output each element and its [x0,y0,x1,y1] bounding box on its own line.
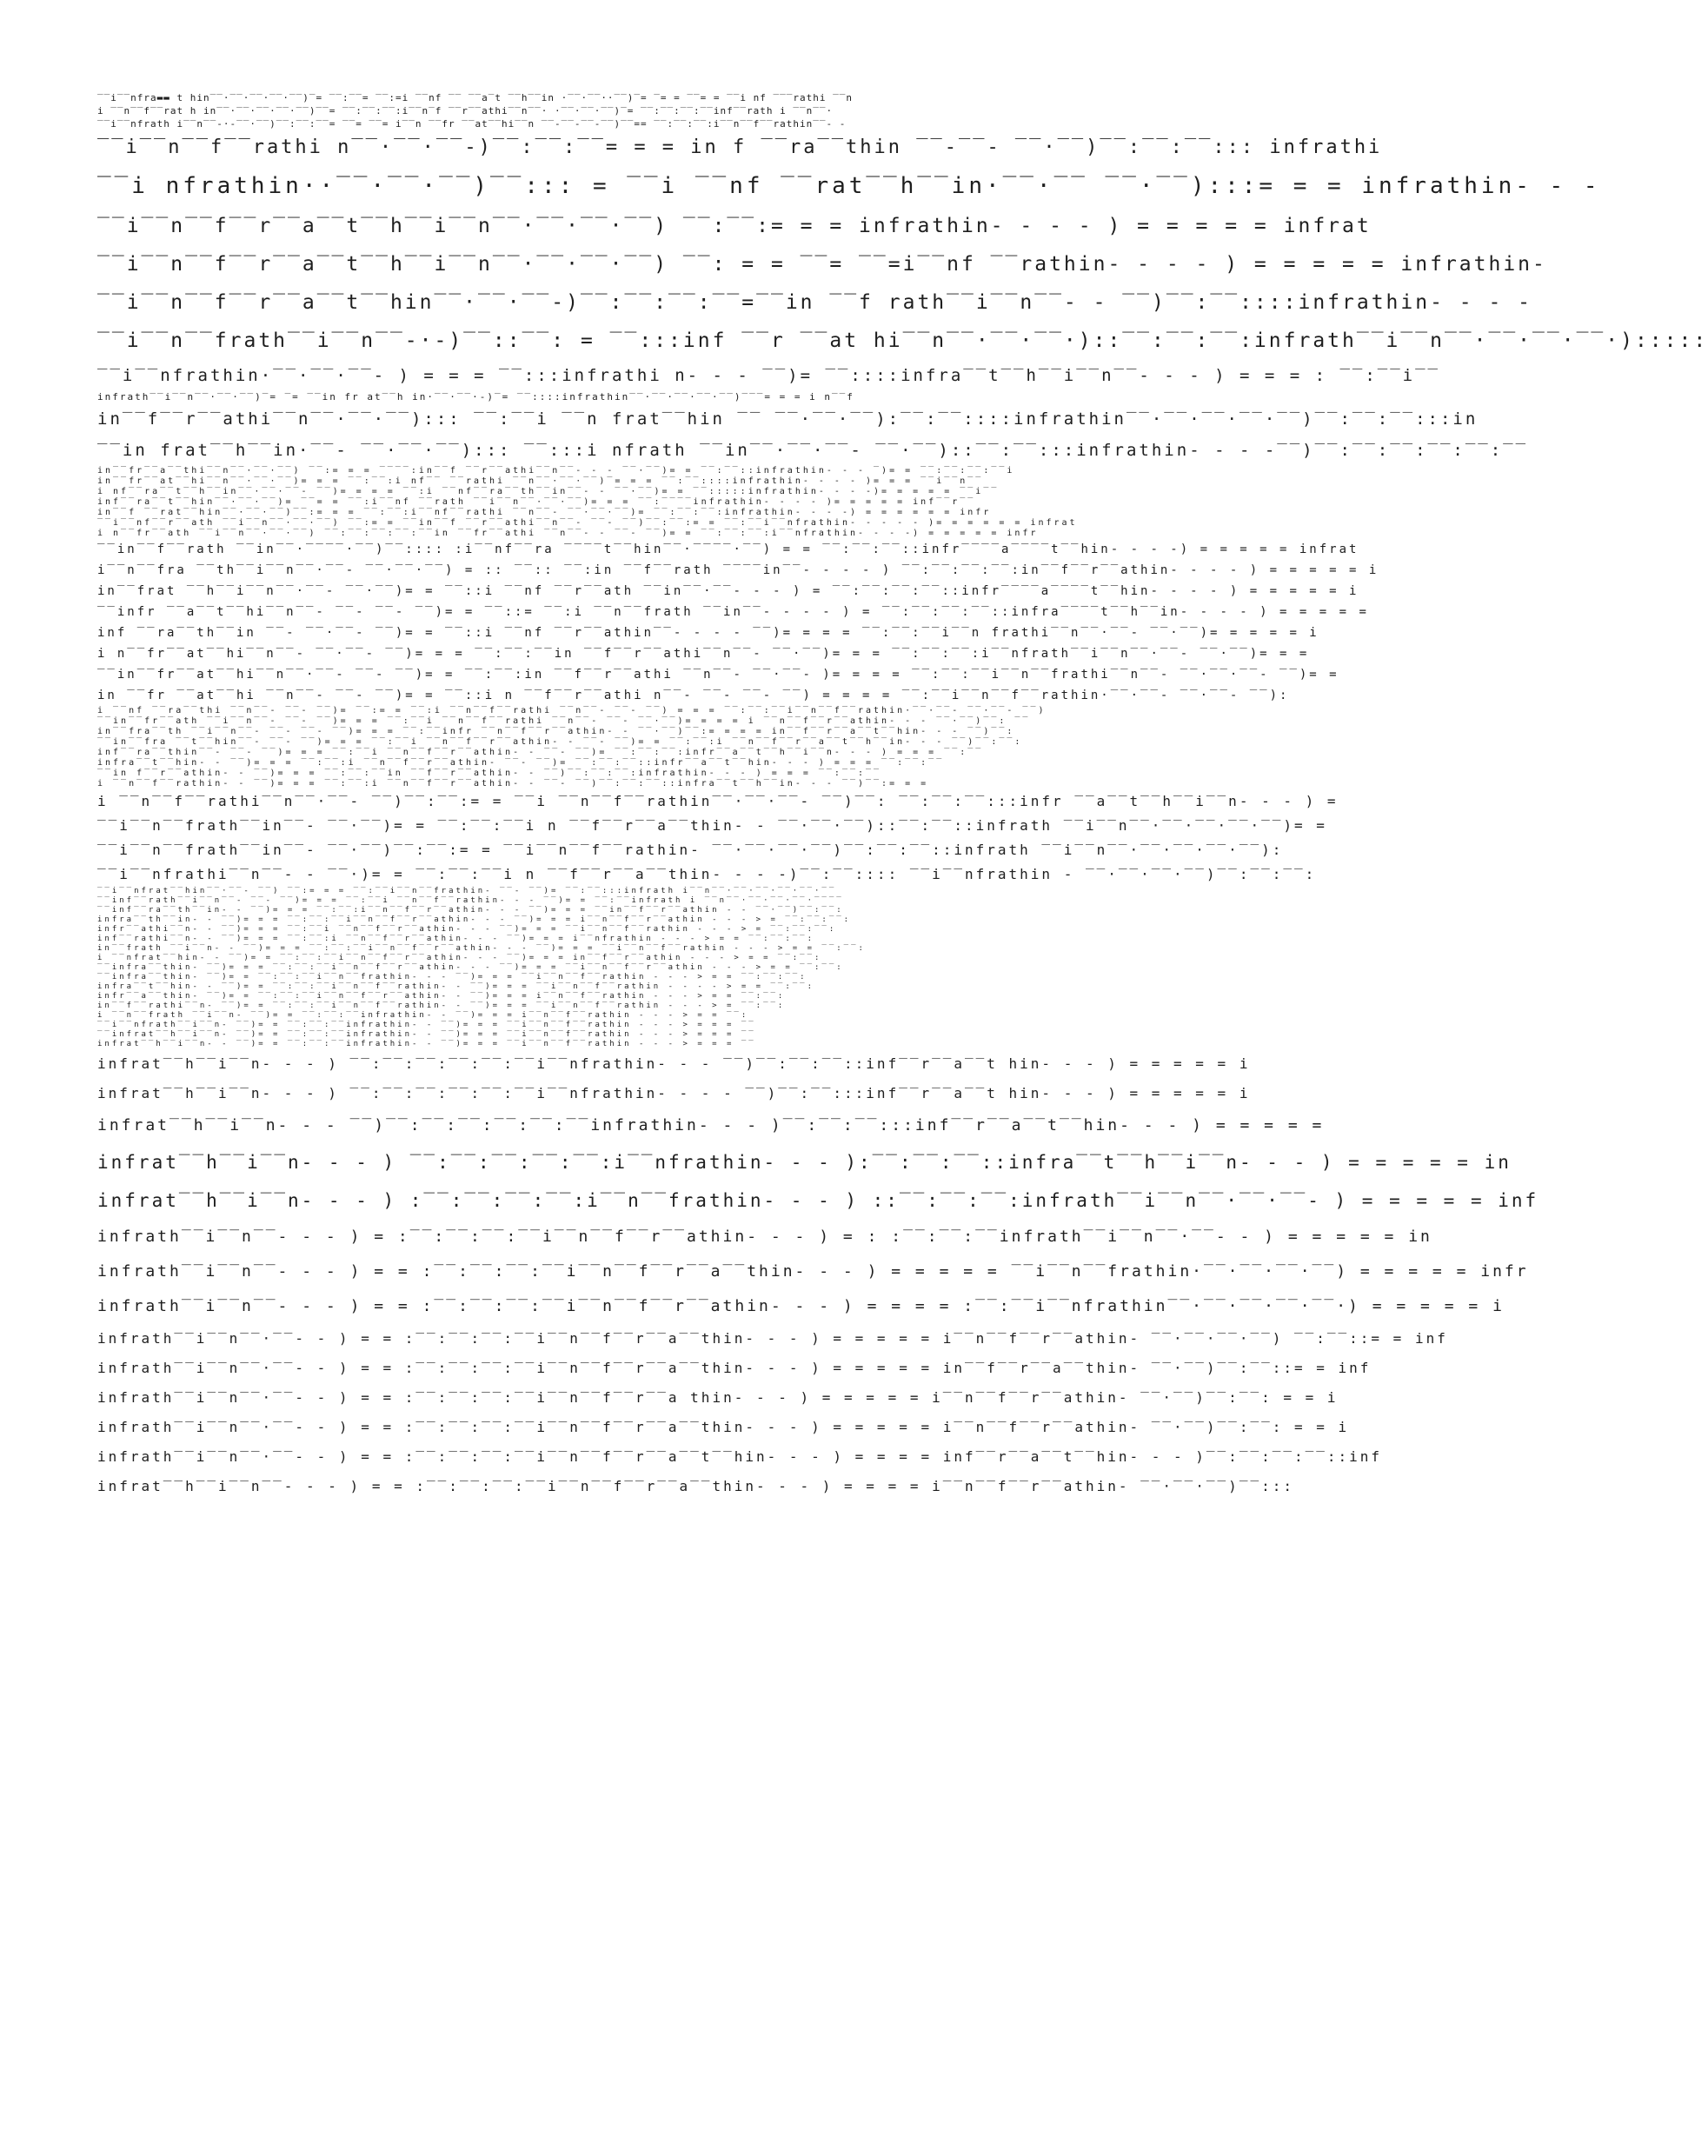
art-line: in‾‾fr‾‾at‾‾hi‾‾n‾‾·‾‾·‾‾)= = = ‾‾:‾‾:i nf‾‾ ‾‾rathi ‾‾n‾‾·‾‾·‾‾)‾= = = ‾‾:‾‾::::infrathin- - - - )= = = ‾‾i‾‾n‾‾ [97,476,984,486]
ascii-art-sheet [97,91,1708,2091]
dense-block-a [97,466,1427,539]
art-line: infrat‾‾h‾‾i‾‾n- - - ) ‾‾:‾‾:‾‾:‾‾:‾‾:i‾‾nfrathin- - - ):‾‾:‾‾:‾‾::infra‾‾t‾‾h‾‾i‾‾n- - - ) = = = = = in [97,1152,1512,1173]
art-line: infra‾‾t‾‾hin- - ‾‾)= = = ‾‾:‾‾:i ‾‾n‾‾f‾‾r‾‾athin- ‾‾- ‾‾)= ‾‾:‾‾:‾‾::infr‾‾a‾‾t‾‾hin- - - ) = = = ‾‾:‾‾:‾‾ [97,758,945,768]
art-line: i n‾‾fr‾‾at‾‾hi‾‾n‾‾- ‾‾·‾‾- ‾‾)= = = ‾‾:‾‾:‾‾in ‾‾f‾‾r‾‾athi‾‾n‾‾- ‾‾·‾‾)= = = ‾‾:‾‾:‾‾:i‾‾nfrath‾‾i‾‾n‾‾·‾‾- ‾‾·‾‾)= = = [97,647,1310,661]
art-line: infrath‾‾i‾‾n‾‾·‾‾- - ) = = :‾‾:‾‾:‾‾:‾‾i‾‾n‾‾f‾‾r‾‾a‾‾t‾‾hin- - - ) = = = = inf‾‾r‾‾a‾‾t‾‾hin- - - )‾‾:‾‾:‾‾:‾‾::inf [97,1448,1383,1465]
art-line: infrat‾‾h‾‾i‾‾n- - - ) ‾‾:‾‾:‾‾:‾‾:‾‾:‾‾i‾‾nfrathin- - - ‾‾)‾‾:‾‾:‾‾::inf‾‾r‾‾a‾‾t hin- - - ) = = = = = i [97,1055,1251,1072]
art-line: ‾‾i‾‾n‾‾frath‾‾in‾‾- ‾‾·‾‾)‾‾:‾‾:= = ‾‾i‾‾n‾‾f‾‾rathin- ‾‾·‾‾·‾‾·‾‾)‾‾:‾‾:‾‾::infrath ‾‾i‾‾n‾‾·‾‾·‾‾·‾‾·‾‾): [97,842,1284,858]
art-line: in‾‾f ‾‾rat‾‾hin‾‾·‾‾·‾‾)‾‾:= = = ‾‾:‾‾:i‾‾nf‾‾rathi ‾‾n‾‾- ‾‾·‾‾·‾‾)= ‾‾:‾‾:‾‾:infrathin- - - -) = = = = = = infr [97,508,992,517]
art-line: infrath‾‾i‾‾n‾‾·‾‾·‾‾)‾= ‾= ‾‾in fr at‾‾h in·‾‾·‾‾·-)‾= ‾‾::::infrathin‾‾·‾‾·‾‾·‾‾·‾‾)‾‾‾= = = i n‾‾f [97,391,854,403]
art-line: in‾‾fr‾‾a‾‾thi‾‾n‾‾·‾‾·‾‾) ‾‾:= = = ‾‾‾‾:in‾‾f ‾‾r‾‾athi‾‾n‾‾- - - ‾‾·‾‾)= = ‾‾:‾‾::infrathin- - - ‾)= = ‾‾:‾‾:‾‾:‾‾i [97,466,1015,476]
art-line: ‾‾i nfrathin··‾‾·‾‾·‾‾)‾‾::: = ‾‾i ‾‾nf ‾‾rat‾‾h‾‾in·‾‾·‾‾ ‾‾·‾‾):::= = = infrathin- - - [97,173,1601,199]
dense-block-b [97,539,1427,706]
art-line: in‾‾frath ‾‾i‾‾n- - ‾‾)= = = ‾‾:‾‾:‾‾i‾‾n‾‾f‾‾r‾‾athin- - - ‾‾)= = = ‾‾i‾‾n‾‾f‾‾rathin - - - > = = ‾‾:‾‾: [97,944,866,953]
art-line: i n‾‾fr‾‾ath ‾‾i‾‾n‾‾·‾‾·‾‾) ‾‾:‾‾:‾‾:‾‾:‾‾in ‾‾fr‾‾athi ‾‾n‾‾- - ‾‾- ‾‾)= = ‾‾:‾‾:‾‾:i‾‾nfrathin- - - -) = = = = = infr [97,529,1039,538]
art-line: i ‾‾nf ‾‾ra‾‾thi ‾‾n‾‾- ‾‾- ‾‾)= ‾‾:= = ‾‾:i ‾‾n‾‾f‾‾rathi ‾‾n‾‾- ‾‾- ‾‾) = = = ‾‾:‾‾:‾‾i‾‾n‾‾f‾‾rathin·‾‾·‾‾- ‾‾·‾‾- ‾‾) [97,706,1047,715]
art-line: i ‾‾n‾‾f‾‾rat h in‾‾·‾‾·‾‾·‾‾·‾‾)‾‾= ‾‾:‾‾:‾‾:i‾‾n‾f ‾‾r‾‾athi‾‾n‾‾· ·‾‾·‾‾·‾‾)‾= ‾‾:‾‾:‾‾:‾‾inf‾‾rath i ‾‾n‾‾· [97,105,834,116]
art-line: ‾‾i‾‾nfrathi‾‾n‾‾- - ‾‾·)= = ‾‾:‾‾:‾‾i n ‾‾f‾‾r‾‾a‾‾thin- - - -)‾‾:‾‾:::: ‾‾i‾‾nfrathin - ‾‾·‾‾·‾‾·‾‾)‾‾:‾‾:‾‾: [97,866,1317,882]
art-line: ‾‾inf‾‾rath‾‾i‾‾n‾‾- ‾‾- ‾‾)= = = ‾‾:‾‾i ‾‾n‾‾f‾‾rathin- - - ‾‾)= = ‾‾:‾‾infrath i ‾‾n‾‾·‾‾·‾‾·‾‾·‾‾‾‾ [97,896,844,905]
art-line: ‾‾i‾‾nfrath‾‾i‾‾n- ‾‾)= = ‾‾:‾‾:‾‾infrathin- - ‾‾)= = = ‾‾i‾‾n‾‾f‾‾rathin - - - > = = = ‾‾ [97,1021,756,1029]
art-line: ‾‾infra‾‾thin- ‾‾)= = = ‾‾:‾‾:‾‾i‾‾n‾‾f‾‾r‾‾athin- - - ‾‾)= = = ‾‾i‾‾n‾‾f‾‾r‾‾athin - - - > = = ‾‾:‾‾: [97,963,844,972]
head-mid-block [97,130,1708,360]
head-low-block [97,360,1529,466]
art-line: ‾‾i‾‾nfrathin·‾‾·‾‾·‾‾- ) = = = ‾‾:::infrathi n- - - ‾‾)= ‾‾::::infra‾‾t‾‾h‾‾i‾‾n‾‾- - - ) = = = : ‾‾:‾‾i‾‾ [97,366,1440,385]
art-line: infrath‾‾i‾‾n‾‾- - - ) = = :‾‾:‾‾:‾‾:‾‾i‾‾n‾‾f‾‾r‾‾athin- - - ) = = = = :‾‾:‾‾i‾‾nfrathin‾‾·‾‾·‾‾·‾‾·‾‾·) = = = = = i [97,1297,1505,1315]
art-line: ‾‾infr ‾‾a‾‾t‾‾hi‾‾n‾‾- ‾‾- ‾‾- ‾‾)= = ‾‾::= ‾‾:i ‾‾n‾‾frath ‾‾in‾‾- - - - ) = ‾‾:‾‾:‾‾:‾‾::infra‾‾‾‾t‾‾h‾‾in- - - - ) = = = = = [97,605,1369,619]
art-line: ‾‾i‾‾nf‾‾r‾‾ath ‾‾i‾‾n‾‾·‾‾·‾‾) ‾‾:= = ‾‾in‾‾f ‾‾r‾‾athi‾‾n‾‾- ‾‾- ‾‾)‾‾:‾‾:= = ‾‾:‾‾i‾‾nfrathin- - - - - )= = = = = = infrat [97,518,1078,528]
art-line: ‾‾inf‾‾ra‾‾th‾‾in- - ‾‾)= = = ‾‾:‾‾:i‾‾n‾‾f‾‾r‾‾athin- - - ‾‾)= = = ‾‾in‾‾f‾‾r‾‾athin - - ‾‾·‾‾)‾‾:‾‾: [97,906,844,915]
art-line: infr‾‾athi‾‾n- - ‾‾)= = = ‾‾:‾‾i ‾‾n‾‾f‾‾r‾‾athin- - - ‾‾)= = = ‾‾i‾‾n‾‾f‾‾rathin - - - > = ‾‾:‾‾:‾‾: [97,925,837,934]
art-line: ‾‾in‾‾fra ‾‾t‾‾hin‾‾- ‾‾- ‾‾)= = = ‾‾:‾‾i ‾‾n‾‾f‾‾r‾‾athin- - ‾‾- ‾‾)= = ‾‾:‾‾:i ‾‾n‾‾f‾‾r‾‾a‾‾t‾‾h‾‾in- - - ‾‾)‾‾:‾‾: [97,737,1023,747]
art-line: infrath‾‾i‾‾n‾‾·‾‾- - ) = = :‾‾:‾‾:‾‾:‾‾i‾‾n‾‾f‾‾r‾‾a thin- - - ) = = = = = i‾‾n‾‾f‾‾r‾‾athin- ‾‾·‾‾)‾‾:‾‾: = = i [97,1389,1339,1406]
art-line: inf ‾‾ra‾‾th‾‾in ‾‾- ‾‾·‾‾- ‾‾)= = ‾‾::i ‾‾nf ‾‾r‾‾athin‾‾- - - - ‾‾)= = = = ‾‾:‾‾:‾‾i‾‾n frathi‾‾n‾‾·‾‾- ‾‾·‾‾)= = = = = i [97,626,1319,640]
art-line: inf‾‾rathi‾‾n- - ‾‾)= = = ‾‾:‾‾:i ‾‾n‾‾f‾‾r‾‾athin- - - ‾‾)= = = i‾‾nfrathin - - - > = = ‾‾:‾‾:‾‾: [97,935,815,943]
art-line: in‾‾f‾‾rathi‾‾n- ‾‾)= = ‾‾:‾‾:‾‾i‾‾n‾‾f‾‾rathin- - ‾‾)= = = ‾‾i‾‾n‾‾f‾‾rathin - - - > = ‾‾:‾‾: [97,1001,786,1010]
art-line: infrat‾‾h‾‾i‾‾n- - - ‾‾)‾‾:‾‾:‾‾:‾‾:‾‾:‾‾infrathin- - - )‾‾:‾‾:‾‾:::inf‾‾r‾‾a‾‾t‾‾hin- - - ) = = = = = [97,1116,1325,1135]
art-line: i ‾‾n‾‾frath ‾‾i‾‾n- ‾‾)= = ‾‾:‾‾:‾‾infrathin- - ‾‾)= = = i‾‾n‾‾f‾‾rathin - - - > = = ‾‾: [97,1011,749,1020]
fine-rows-block [97,887,1427,1049]
art-line: infrat‾‾h‾‾i‾‾n- - ‾‾)= = ‾‾:‾‾:‾‾infrathin- - ‾‾)= = = ‾‾i‾‾n‾‾f‾‾rathin - - - > = = = ‾‾ [97,1040,756,1048]
bottom-rows-block [97,1049,1539,1501]
art-line: infrath‾‾i‾‾n‾‾·‾‾- - ) = = :‾‾:‾‾:‾‾:‾‾i‾‾n‾‾f‾‾r‾‾a‾‾thin- - - ) = = = = = in‾‾f‾‾r‾‾a‾‾thin- ‾‾·‾‾)‾‾:‾‾::= = inf [97,1360,1372,1376]
art-line: infr‾‾a‾‾thin- ‾‾)= = ‾‾:‾‾:‾‾i‾‾n‾‾f‾‾r‾‾athin- - ‾‾)= = = i‾‾n‾‾f‾‾rathin - - - > = = ‾‾:‾‾: [97,992,786,1001]
art-line: infrath‾‾i‾‾n‾‾·‾‾- - ) = = :‾‾:‾‾:‾‾:‾‾i‾‾n‾‾f‾‾r‾‾a‾‾thin- - - ) = = = = = i‾‾n‾‾f‾‾r‾‾athin- ‾‾·‾‾)‾‾:‾‾: = = i [97,1419,1350,1435]
art-line: in ‾‾fr ‾‾at‾‾hi ‾‾n‾‾- ‾‾- ‾‾)= = ‾‾::i n ‾‾f‾‾r‾‾athi n‾‾- ‾‾- ‾‾- ‾‾) = = = = ‾‾:‾‾i‾‾n‾‾f‾‾rathin·‾‾·‾‾- ‾‾·‾‾- ‾‾): [97,689,1290,702]
art-line: ‾‾i‾‾n‾‾frath‾‾i‾‾n‾‾-·-)‾‾::‾‾: = ‾‾:::inf ‾‾r ‾‾at hi‾‾n‾‾·‾‾·‾‾·)::‾‾:‾‾:‾‾:infrath‾‾i‾‾n‾‾·‾‾·‾‾·‾‾·)::::: [97,329,1708,352]
art-line: ‾‾i‾‾nfrat‾‾hin‾‾·‾‾- ‾‾) ‾‾:= = = ‾‾:‾‾i‾‾n‾‾frathin- ‾‾- ‾‾)= ‾‾:‾‾:::infrath i‾‾n‾‾·‾‾·‾‾·‾‾·‾‾·‾‾ [97,887,837,895]
dense-block-c [97,706,1427,789]
art-line: infrath‾‾i‾‾n‾‾·‾‾- - ) = = :‾‾:‾‾:‾‾:‾‾i‾‾n‾‾f‾‾r‾‾a‾‾thin- - - ) = = = = = i‾‾n‾‾f‾‾r‾‾athin- ‾‾·‾‾·‾‾·‾‾) ‾‾:‾‾::= = inf [97,1330,1448,1347]
art-line: infra‾‾t‾‾hin- - ‾‾)= = ‾‾:‾‾:‾‾i‾‾n‾‾f‾‾rathin- - ‾‾)= = = ‾‾i‾‾n‾‾f‾‾rathin - - - - > = = ‾‾:‾‾: [97,982,815,991]
art-line: ‾‾in f‾‾r‾‾athin- - ‾‾)= = = ‾‾:‾‾:‾‾in ‾‾f‾‾r‾‾athin- - ‾‾)‾‾:‾‾:‾‾:infrathin- - - ) = = = ‾‾:‾‾:‾‾ [97,769,882,778]
art-line: ‾‾infra‾‾thin- ‾‾)= = ‾‾:‾‾:‾‾i‾‾n‾‾frathin- - - ‾‾)= = = ‾‾i‾‾n‾‾f‾‾rathin - - - > = = ‾‾:‾‾:‾‾: [97,973,807,982]
art-line: infra‾‾th‾‾in- - ‾‾)= = = ‾‾:‾‾:‾‾i‾‾n‾‾f‾‾r‾‾athin- - - ‾‾)= = = i‾‾n‾‾f‾‾r‾‾athin - - - > = ‾‾:‾‾:‾‾: [97,915,852,924]
art-line: in‾‾fra‾‾th ‾‾i‾‾n‾‾- ‾‾- ‾‾- ‾‾)= = = ‾‾:‾‾infr ‾‾n‾‾f‾‾r‾‾athin- - ‾‾·‾‾)‾‾:= = = = in‾‾f‾‾r‾‾a‾‾t‾‾hin- - - ‾‾)‾‾: [97,727,1015,736]
art-line: in‾‾frat ‾‾h‾‾i‾‾n‾‾·‾‾- ‾‾·‾‾)= = ‾‾::i ‾‾nf ‾‾r‾‾ath ‾‾in‾‾·‾‾- - - ) = ‾‾:‾‾:‾‾:‾‾::infr‾‾‾‾a‾‾‾‾t‾‾hin- - - - ) = = = = = i [97,584,1359,598]
art-line: infrat‾‾h‾‾i‾‾n- - - ) ‾‾:‾‾:‾‾:‾‾:‾‾:‾‾i‾‾nfrathin- - - - ‾‾)‾‾:‾‾:::inf‾‾r‾‾a‾‾t hin- - - ) = = = = = i [97,1085,1251,1101]
art-line: ‾‾i‾‾nfrath i‾‾n‾‾-·-‾‾·‾‾)‾‾:‾‾:‾‾= ‾‾= ‾‾= i‾‾n ‾‾fr ‾‾at‾‾hi‾‾n ‾‾-‾‾-‾‾-‾‾)‾‾== ‾‾:‾‾:‾‾:i‾‾n‾‾f‾‾rathin‾‾- - [97,118,847,130]
art-line: ‾‾i‾‾n‾‾f‾‾r‾‾a‾‾t‾‾h‾‾i‾‾n‾‾·‾‾·‾‾·‾‾) ‾‾:‾‾:= = = infrathin- - - - ) = = = = = infrat [97,215,1372,237]
art-line: i ‾‾n‾‾f‾‾rathin- - ‾‾)= = = ‾‾:‾‾:i ‾‾n‾‾f‾‾r‾‾athin- - ‾‾- ‾‾)‾‾:‾‾:‾‾::infra‾‾t‾‾h‾‾in- - - ‾‾)‾‾:= = = [97,779,929,789]
art-line: ‾‾in frat‾‾h‾‾in·‾‾- ‾‾·‾‾·‾‾)::: ‾‾:::i nfrath ‾‾in‾‾·‾‾·‾‾- ‾‾·‾‾)::‾‾:‾‾:::infrathin- - - -‾‾)‾‾:‾‾:‾‾:‾‾:‾‾:‾‾ [97,441,1529,460]
art-line: in‾‾f‾‾r‾‾athi‾‾n‾‾·‾‾·‾‾)::: ‾‾:‾‾i ‾‾n frat‾‾hin ‾‾ ‾‾·‾‾·‾‾):‾‾:‾‾::::infrathin‾‾·‾‾·‾‾·‾‾·‾‾)‾‾:‾‾:‾‾:::in [97,409,1479,429]
art-line: inf‾‾ra‾‾thin‾‾- ‾‾- ‾‾)= = = ‾‾:‾‾i ‾‾n‾‾f‾‾r‾‾athin- - ‾‾- ‾‾)= ‾‾:‾‾:‾‾:infr‾‾a‾‾t‾‾h‾‾i‾‾n- - - ) = = = ‾‾:‾‾ [97,748,984,757]
art-line: i nf‾‾ra‾‾t‾‾h‾‾in‾‾·‾‾·‾‾- ‾‾)= = = = ‾‾:i ‾‾nf‾‾ra‾‾th‾‾in‾‾- - ‾‾·‾‾)= = ‾‾:::::infrathin- - - -)= = = = = ‾‾i‾‾ [97,487,1000,496]
top-small-block [97,91,1427,130]
art-line: i ‾‾nfrat‾‾hin- - ‾‾)= = ‾‾:‾‾:‾‾i‾‾n‾‾f‾‾r‾‾athin- - - ‾‾)= = = in‾‾f‾‾r‾‾athin - - - > = = ‾‾:‾‾: [97,954,822,962]
mid-rows-block [97,789,1427,887]
art-line: ‾‾i‾‾n‾‾f‾‾r‾‾a‾‾t‾‾h‾‾i‾‾n‾‾·‾‾·‾‾·‾‾) ‾‾: = = ‾‾= ‾‾=i‾‾nf ‾‾rathin- - - - ) = = = = = infrathin- [97,253,1547,276]
art-line: i ‾‾n‾‾f‾‾rathi‾‾n‾‾·‾‾- ‾‾)‾‾:‾‾:= = ‾‾i ‾‾n‾‾f‾‾rathin‾‾·‾‾·‾‾- ‾‾)‾‾: ‾‾:‾‾:‾‾:::infr ‾‾a‾‾t‾‾h‾‾i‾‾n- - - ) = [97,793,1339,809]
art-line: ‾‾i‾‾n‾‾f‾‾rathi n‾‾·‾‾·‾‾-)‾‾:‾‾:‾‾= = = in f ‾‾ra‾‾thin ‾‾-‾‾- ‾‾·‾‾)‾‾:‾‾:‾‾::: infrathi [97,136,1383,158]
art-line: infrat‾‾h‾‾i‾‾n‾‾- - - ) = = :‾‾:‾‾:‾‾:‾‾i‾‾n‾‾f‾‾r‾‾a‾‾thin- - - ) = = = = i‾‾n‾‾f‾‾r‾‾athin- ‾‾·‾‾·‾‾)‾‾::: [97,1478,1294,1494]
art-line: ‾‾i‾‾n‾‾f‾‾r‾‾a‾‾t‾‾hin‾‾·‾‾·‾‾-)‾‾:‾‾:‾‾:‾‾=‾‾in ‾‾f rath‾‾i‾‾n‾‾- - ‾‾)‾‾:‾‾::::infrathin- - - - [97,291,1533,314]
art-line: infrath‾‾i‾‾n‾‾- - - ) = = :‾‾:‾‾:‾‾:‾‾i‾‾n‾‾f‾‾r‾‾a‾‾thin- - - ) = = = = = ‾‾i‾‾n‾‾frathin·‾‾·‾‾·‾‾·‾‾) = = = = = infr [97,1262,1529,1281]
art-line: ‾‾i‾‾n‾‾frath‾‾in‾‾- ‾‾·‾‾)= = ‾‾:‾‾:‾‾i n ‾‾f‾‾r‾‾a‾‾thin- - ‾‾·‾‾·‾‾)::‾‾:‾‾::infrath ‾‾i‾‾n‾‾·‾‾·‾‾·‾‾·‾‾)= = [97,817,1327,834]
art-line: ‾‾in‾‾fr‾‾at‾‾hi‾‾n‾‾·‾‾- ‾‾- ‾‾)= = ‾‾:‾‾:in ‾‾f‾‾r‾‾athi ‾‾n‾‾- ‾‾·‾‾- )= = = = ‾‾:‾‾:‾‾i‾‾n‾‾frathi‾‾n‾‾- ‾‾·‾‾·‾‾- ‾‾)= = [97,668,1339,682]
art-line: ‾‾infrat‾‾h‾‾i‾‾n- ‾‾)= = ‾‾:‾‾:‾‾infrathin- - ‾‾)= = = ‾‾i‾‾n‾‾f‾‾rathin - - - > = = = ‾‾ [97,1030,756,1039]
art-line: ‾‾in‾‾fr‾‾ath ‾‾i‾‾n‾‾- ‾‾- ‾‾)= = = ‾‾:‾‾i ‾‾n‾‾f‾‾rathi ‾‾n‾‾- ‾‾- ‾‾·‾‾)= = = = i ‾‾n‾‾f‾‾r‾‾athin- - - ‾‾·‾‾)‾‾: ‾‾ [97,716,1031,726]
art-line: ‾‾i‾‾nfra▬▬ t hin‾‾·‾‾·‾‾·‾‾·‾‾)‾= ‾‾:‾‾= ‾‾:=i ‾‾nf ‾‾ ‾‾a‾t ‾‾h‾‾in ·‾‾·‾‾··‾‾)‾= ‾= = ‾‾= = ‾‾i nf ‾‾‾rathi ‾‾n [97,92,853,103]
art-line: infrath‾‾i‾‾n‾‾- - - ) = :‾‾:‾‾:‾‾:‾‾i‾‾n‾‾f‾‾r‾‾athin- - - ) = : :‾‾:‾‾:‾‾infrath‾‾i‾‾n‾‾·‾‾- - ) = = = = = in [97,1228,1432,1246]
art-line: infrat‾‾h‾‾i‾‾n- - - ) :‾‾:‾‾:‾‾:‾‾:i‾‾n‾‾frathin- - - ) ::‾‾:‾‾:‾‾:infrath‾‾i‾‾n‾‾·‾‾·‾‾- ) = = = = = inf [97,1190,1539,1211]
art-line: ‾‾in‾‾f‾‾rath ‾‾in‾‾·‾‾‾‾·‾‾)‾‾:::: :i‾‾nf‾‾ra ‾‾‾‾t‾‾hin‾‾·‾‾‾‾·‾‾) = = ‾‾:‾‾:‾‾::infr‾‾‾‾a‾‾‾‾t‾‾hin- - - -) = = = = = infrat [97,542,1359,556]
art-line: inf‾‾ra‾‾t‾‾hin‾‾·‾‾·‾‾)= ‾‾= = ‾‾:i‾‾nf ‾‾rath ‾‾i‾‾n‾‾·‾‾·‾‾)= = = ‾‾:‾‾‾‾infrathin- - - - )= = = = = inf‾‾r‾‾ [97,497,976,507]
art-line: i‾‾n‾‾fra ‾‾th‾‾i‾‾n‾‾·‾‾- ‾‾·‾‾·‾‾) = :: ‾‾:: ‾‾:in ‾‾f‾‾rath ‾‾‾‾in‾‾- - - - ) ‾‾:‾‾:‾‾:‾‾:in‾‾f‾‾r‾‾athin- - - - ) = = = = = i [97,563,1379,577]
